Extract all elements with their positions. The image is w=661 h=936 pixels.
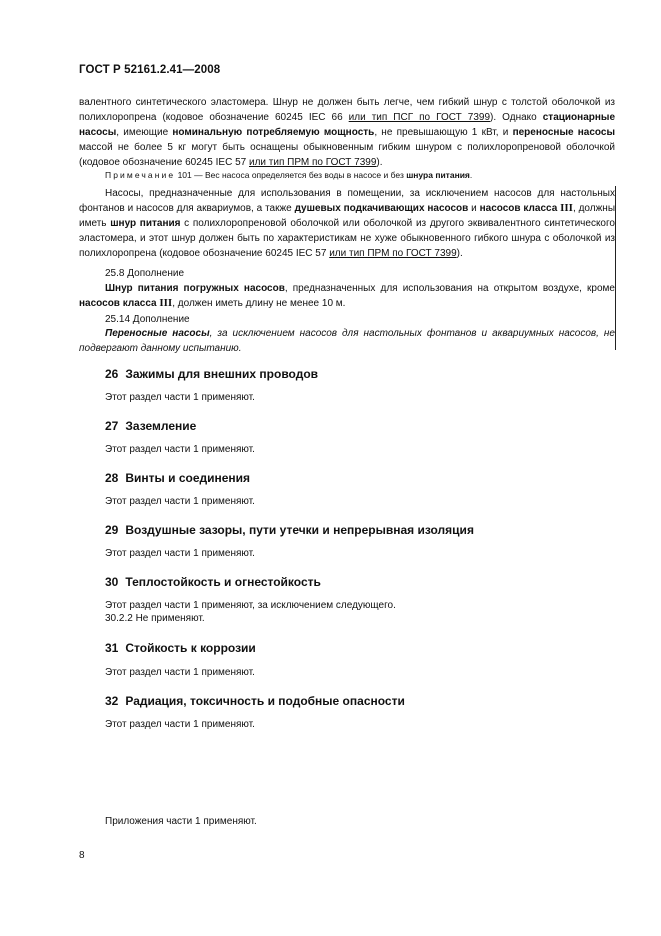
section-32-body: Этот раздел части 1 применяют. (105, 719, 255, 730)
reference-link: или тип ПРМ по ГОСТ 7399 (249, 157, 377, 168)
section-30-title: 30 Теплостойкость и огнестойкость (105, 575, 321, 589)
submersible-cord-paragraph: Шнур питания погружных насосов, предназначенных для использования на открытом воздухе, кроме насосов класса III, должен иметь длину не менее 10 м. (79, 283, 615, 309)
section-26-title: 26 Зажимы для внешних проводов (105, 367, 319, 381)
clause-25-8: 25.8 Дополнение (105, 268, 185, 279)
section-28-title: 28 Винты и соединения (105, 471, 251, 485)
reference-link: или тип ПСГ по ГОСТ 7399 (348, 112, 491, 123)
reference-link: или тип ПРМ по ГОСТ 7399 (329, 248, 457, 259)
section-30-body: Этот раздел части 1 применяют, за исключением следующего. (105, 600, 396, 611)
standard-header: ГОСТ Р 52161.2.41—2008 (79, 64, 221, 76)
section-29-body: Этот раздел части 1 применяют. (105, 548, 255, 559)
clause-30-2-2: 30.2.2 Не применяют. (105, 613, 205, 624)
section-32-title: 32 Радиация, токсичность и подобные опасности (105, 694, 405, 708)
annex-note: Приложения части 1 применяют. (105, 816, 257, 827)
section-27-body: Этот раздел части 1 применяют. (105, 444, 255, 455)
section-27-title: 27 Заземление (105, 419, 197, 433)
section-28-body: Этот раздел части 1 применяют. (105, 496, 255, 507)
section-29-title: 29 Воздушные зазоры, пути утечки и непрерывная изоляция (105, 523, 474, 537)
clause-25-14: 25.14 Дополнение (105, 314, 190, 325)
continued-paragraph: валентного синтетического эластомера. Шнур не должен быть легче, чем гибкий шнур с толстой оболочкой из полихлоропрена (кодовое обозначение 60245 IEC 66 или тип ПСГ по ГОСТ 7399). Однако стационарные насосы, имеющие номинальную потребляемую мощность, не превышающую 1 кВт, и переносные насосы массой не более 5 кг могут быть оснащены обыкновенным гибким шнуром с полихлоропреновой оболочкой (кодовое обозначение 60245 IEC 57 или тип ПРМ по ГОСТ 7399). (79, 97, 616, 168)
page-number: 8 (79, 850, 85, 861)
section-26-body: Этот раздел части 1 применяют. (105, 392, 255, 403)
section-31-body: Этот раздел части 1 применяют. (105, 667, 255, 678)
section-31-title: 31 Стойкость к коррозии (105, 641, 256, 655)
portable-pumps-paragraph: Переносные насосы, за исключением насосов для настольных фонтанов и аквариумных насосов, не подвергают данному испытанию. (79, 328, 615, 354)
change-bar (615, 186, 616, 350)
indoor-pumps-paragraph: Насосы, предназначенные для использования в помещении, за исключением насосов для настольных фонтанов и насосов для аквариумов, а также душевых подкачивающих насосов и насосов класса III, должны иметь шнур питания с полихлоропреновой оболочкой или оболочкой из другого эквивалентного синтетического эластомера, и этот шнур должен быть по характеристикам не хуже обыкновенного гибкого шнура с оболочкой из полихлоропрена (кодовое обозначение 60245 IEC 57 или тип ПРМ по ГОСТ 7399). (79, 188, 616, 259)
note-101: Примечание 101 — Вес насоса определяется без воды в насосе и без шнура питания. (105, 170, 473, 180)
